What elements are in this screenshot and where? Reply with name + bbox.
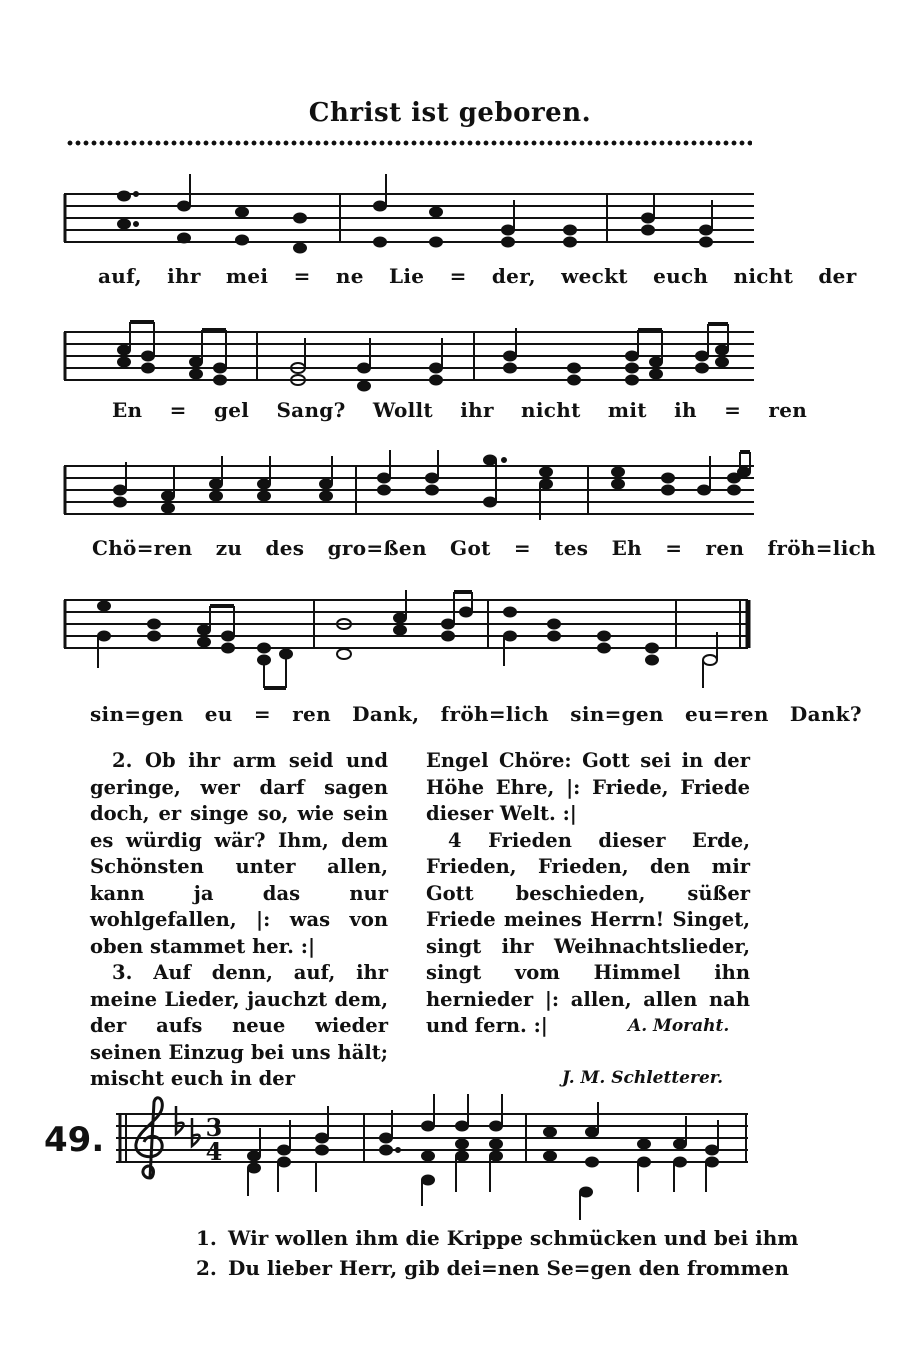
- music-staff-4: [64, 576, 754, 686]
- music-staff-1: [64, 170, 754, 260]
- time-signature-bottom: 4: [205, 1137, 223, 1166]
- lyric-line-1: auf, ihr mei = ne Lie = der, weckt euch nicht der: [98, 264, 857, 288]
- song-title: Christ ist geboren.: [308, 98, 592, 128]
- hymn-verse-number-2: 2.: [196, 1256, 217, 1280]
- music-staff-hymn-49: [116, 1080, 756, 1230]
- time-signature-top: 3: [205, 1113, 223, 1142]
- treble-clef-icon: [136, 1098, 162, 1178]
- hymn-number: 49.: [44, 1120, 105, 1160]
- verse-3: 3. Auf denn, auf, ihr meine Lieder, jauchzt dem, der aufs neue wieder seinen Einzug bei uns hält; mischt euch in der: [90, 961, 388, 1090]
- verse-3-continued: Engel Chöre: Gott sei in der Höhe Ehre, |: Friede, Friede dieser Welt. :|: [426, 749, 750, 825]
- dotted-rule: [66, 140, 752, 146]
- hymn-verse-text-1: Wir wollen ihm die Krippe schmücken und bei ihm: [228, 1226, 799, 1250]
- hymn-verse-text-2: Du lieber Herr, gib dei=nen Se=gen den frommen: [228, 1256, 789, 1280]
- lyric-line-2: En = gel Sang? Wollt ihr nicht mit ih = ren: [112, 398, 808, 422]
- verse-4: 4 Frieden dieser Erde, Frieden, Frieden, den mir Gott beschieden, süßer Friede meines Herrn! Singet, singt ihr Weihnachtslieder, singt vom Himmel ihn hernieder |: allen, allen nah und fern. :|: [426, 828, 750, 1037]
- lyric-line-4: sin=gen eu = ren Dank, fröh=lich sin=gen eu=ren Dank?: [90, 702, 862, 726]
- music-staff-3: [64, 442, 754, 532]
- verse-2: 2. Ob ihr arm seid und geringe, wer darf sagen doch, er singe so, wie sein es würdig wär? Ihm, dem Schönsten unter allen, kann ja das nur wohlgefallen, |: was von oben stammet her. :|: [90, 749, 388, 958]
- verses-left-column: [90, 748, 388, 1093]
- music-staff-2: [64, 308, 754, 398]
- hymn-verse-line-2: [196, 1256, 789, 1280]
- hymn-verse-line-1: [196, 1226, 798, 1250]
- verses-right-column: [426, 748, 750, 1040]
- author-credit: A. Moraht.: [628, 1016, 730, 1036]
- hymn-verse-number-1: 1.: [196, 1226, 217, 1250]
- lyric-line-3: Chö=ren zu des gro=ßen Got = tes Eh = ren fröh=lich: [92, 536, 876, 560]
- composer-credit: J. M. Schletterer.: [562, 1068, 724, 1088]
